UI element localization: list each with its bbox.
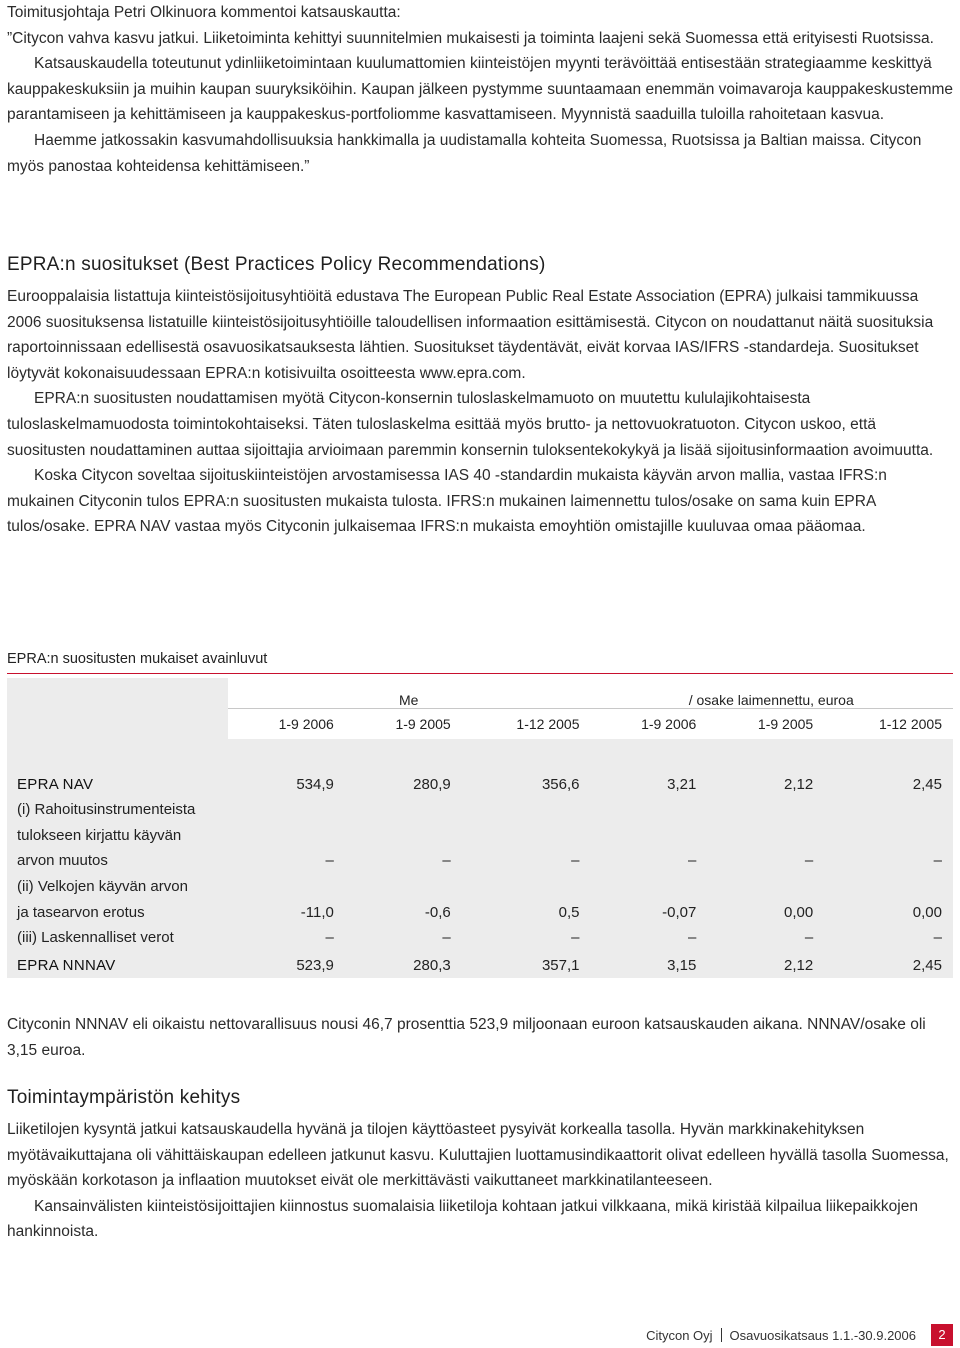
table-cell: 0,00 (824, 895, 953, 921)
footer-company: Citycon Oyj (646, 1327, 713, 1343)
nnnav-paragraph: Cityconin NNNAV eli oikaistu nettovarallisuus nousi 46,7 prosenttia 523,9 miljoonaan euroon katsauskauden aikana. NNNAV/osake oli 3,15 euroa. (7, 1016, 926, 1059)
table-cell: 2,12 (707, 946, 824, 978)
table-cell: – (462, 921, 591, 947)
table-cell: -11,0 (228, 895, 345, 921)
epra-heading: EPRA:n suositukset (Best Practices Policy Recommendations) (7, 254, 546, 275)
operating-environment-paragraph: Liiketilojen kysyntä jatkui katsauskaudella hyvänä ja tilojen käyttöasteet pysyivät korkealla tasolla. Hyvän markkinakehityksen myötävaikuttajana oli vähittäiskaupan edelleen jatkunut kasvu. Kuluttajien luottamusindikaattorit olivat edelleen hyvällä tasolla Suomessa, myöskään korkotason ja inflaation muutokset eivät ole merkittävästi vaikuttaneet markkinatilanteeseen. (7, 1121, 949, 1190)
table-cell: 523,9 (228, 946, 345, 978)
table-period-header (7, 709, 953, 740)
table-row (7, 767, 953, 793)
table-cell: – (707, 921, 824, 947)
row-label: (ii) Velkojen käyvän arvon (7, 869, 228, 895)
intro-paragraph: Katsauskaudella toteutunut ydinliiketoimintaan kuulumattomien kiinteistöjen myynti terävöittää entisestään strategiaamme keskittyä kauppakeskuksiin ja muihin kaupan suuryksiköihin. Kaupan jälkeen pystymme suuntaamaan enemmän voimavaroja kauppakeskustemme parantamiseen ja kehittämiseen ja kauppakeskus-portfoliomme kasvattamiseen. Myynnistä saaduilla tuloilla rahoitetaan kasvua. (7, 55, 954, 124)
row-label: EPRA NAV (7, 767, 228, 793)
table-cell: – (590, 921, 707, 947)
intro-paragraph: Toimitusjohtaja Petri Olkinuora kommentoi katsauskautta: (7, 4, 401, 21)
table-body (7, 739, 953, 978)
table-cell: 280,9 (345, 767, 462, 793)
table-cell (707, 793, 824, 819)
table-cell (824, 793, 953, 819)
table-cell (824, 869, 953, 895)
table-cell (824, 818, 953, 844)
table-cell (462, 793, 591, 819)
table-cell: – (345, 844, 462, 870)
table-row (7, 844, 953, 870)
table-cell: – (590, 844, 707, 870)
row-label: EPRA NNNAV (7, 946, 228, 978)
table-cell: – (462, 844, 591, 870)
operating-environment-heading: Toimintaympäristön kehitys (7, 1087, 241, 1108)
footer-divider (721, 1328, 722, 1342)
intro-paragraph: ”Citycon vahva kasvu jatkui. Liiketoiminta kehittyi suunnitelmien mukaisesti ja toiminta laajeni sekä Suomessa että erityisesti Ruotsissa. (7, 29, 934, 47)
table-cell: 0,5 (462, 895, 591, 921)
table-cell: 357,1 (462, 946, 591, 978)
table-group-header (7, 678, 953, 709)
table-cell: 2,45 (824, 767, 953, 793)
table-cell: -0,6 (345, 895, 462, 921)
ceo-comment (7, 0, 953, 179)
table-cell (345, 818, 462, 844)
epra-paragraph: Koska Citycon soveltaa sijoituskiinteistöjen arvostamisessa IAS 40 -standardin mukaista käyvän arvon mallia, vastaa IFRS:n mukainen Cityconin tulos EPRA:n suositusten mukaista tulosta. IFRS:n mukainen laimennettu tulos/osake on sama kuin EPRA tulos/osake. EPRA NAV vastaa myös Cityconin julkaisemaa IFRS:n mukaista emoyhtiön omistajille kuuluvaa omaa pääomaa. (7, 467, 887, 536)
table-title: EPRA:n suositusten mukaiset avainluvut (7, 651, 953, 674)
operating-environment-body (7, 1117, 953, 1245)
table-cell: – (228, 844, 345, 870)
table-cell: 3,21 (590, 767, 707, 793)
table-spacer-row (7, 739, 953, 767)
period-header: 1-9 2006 (590, 709, 707, 740)
row-label: (i) Rahoitusinstrumenteista (7, 793, 228, 819)
table-cell: 280,3 (345, 946, 462, 978)
table-row (7, 895, 953, 921)
group-header-per-share: / osake laimennettu, euroa (590, 678, 953, 709)
operating-environment-paragraph: Kansainvälisten kiinteistösijoittajien kiinnostus suomalaisia liiketiloja kohtaan jatkui vilkkaana, mikä kiristää kilpailua liikepaikkojen hankinnoista. (7, 1197, 918, 1241)
table-cell (590, 818, 707, 844)
table-cell: 0,00 (707, 895, 824, 921)
table-row (7, 869, 953, 895)
table-cell: 2,45 (824, 946, 953, 978)
group-header-me: Me (228, 678, 590, 709)
period-header: 1-9 2005 (707, 709, 824, 740)
table-corner (7, 678, 228, 709)
table-row (7, 946, 953, 978)
period-header: 1-12 2005 (824, 709, 953, 740)
table-cell: – (824, 921, 953, 947)
table-row (7, 793, 953, 819)
intro-paragraph: Haemme jatkossakin kasvumahdollisuuksia hankkimalla ja uudistamalla kohteita Suomessa, Ruotsissa ja Baltian maissa. Citycon myös panostaa kohteidensa kehittämiseen.” (7, 131, 922, 175)
epra-paragraph: Eurooppalaisia listattuja kiinteistösijoitusyhtiöitä edustava The European Public Real Estate Association (EPRA) julkaisi tammikuussa 2006 suosituksensa listatuille kiinteistösijoitusyhtiöille taloudellisen informaation esittämisestä. Citycon on noudattanut näitä suosituksia raportoinnissaan edellisestä osavuosikatsauksesta lähtien. Suositukset täydentävät, eivät korvaa IAS/IFRS -standardeja. Suositukset löytyvät kokonaisuudessaan EPRA:n kotisivuilta osoitteesta www.epra.com. (7, 288, 934, 382)
period-header: 1-12 2005 (462, 709, 591, 740)
table-cell (590, 869, 707, 895)
table-cell (590, 793, 707, 819)
table-cell (462, 818, 591, 844)
table-row (7, 921, 953, 947)
table-cell: 356,6 (462, 767, 591, 793)
row-label: arvon muutos (7, 844, 228, 870)
table-cell: – (824, 844, 953, 870)
epra-section-body (7, 284, 953, 540)
table-cell: 3,15 (590, 946, 707, 978)
table-cell: 534,9 (228, 767, 345, 793)
row-label: (iii) Laskennalliset verot (7, 921, 228, 947)
table-cell (345, 869, 462, 895)
table-cell (462, 869, 591, 895)
footer-report-title: Osavuosikatsaus 1.1.-30.9.2006 (729, 1327, 916, 1343)
table-cell (228, 793, 345, 819)
row-label: tulokseen kirjattu käyvän (7, 818, 228, 844)
table-cell (707, 818, 824, 844)
table-cell: -0,07 (590, 895, 707, 921)
period-header: 1-9 2006 (228, 709, 345, 740)
table-cell: 2,12 (707, 767, 824, 793)
table-cell: – (228, 921, 345, 947)
table-row (7, 818, 953, 844)
epra-key-figures-table (7, 678, 953, 978)
row-label: ja tasearvon erotus (7, 895, 228, 921)
table-corner (7, 709, 228, 740)
table-cell (228, 869, 345, 895)
period-header: 1-9 2005 (345, 709, 462, 740)
table-cell (228, 818, 345, 844)
table-cell (345, 793, 462, 819)
epra-paragraph: EPRA:n suositusten noudattamisen myötä Citycon-konsernin tuloslaskelmamuoto on muutettu kululajikohtaisesta tuloslaskelmamuodosta toimintokohtaiseksi. Täten tuloslaskelma esittää myös brutto- ja nettovuokratuoton. Citycon uskoo, että suositusten noudattaminen auttaa sijoittajia arvioimaan paremmin konsernin tuloksentekokykyä ja lisää sijoitusinformaation avoimuutta. (7, 390, 934, 459)
page-footer (646, 1324, 953, 1346)
table-cell: – (345, 921, 462, 947)
table-cell: – (707, 844, 824, 870)
page-number: 2 (931, 1324, 953, 1346)
table-cell (707, 869, 824, 895)
